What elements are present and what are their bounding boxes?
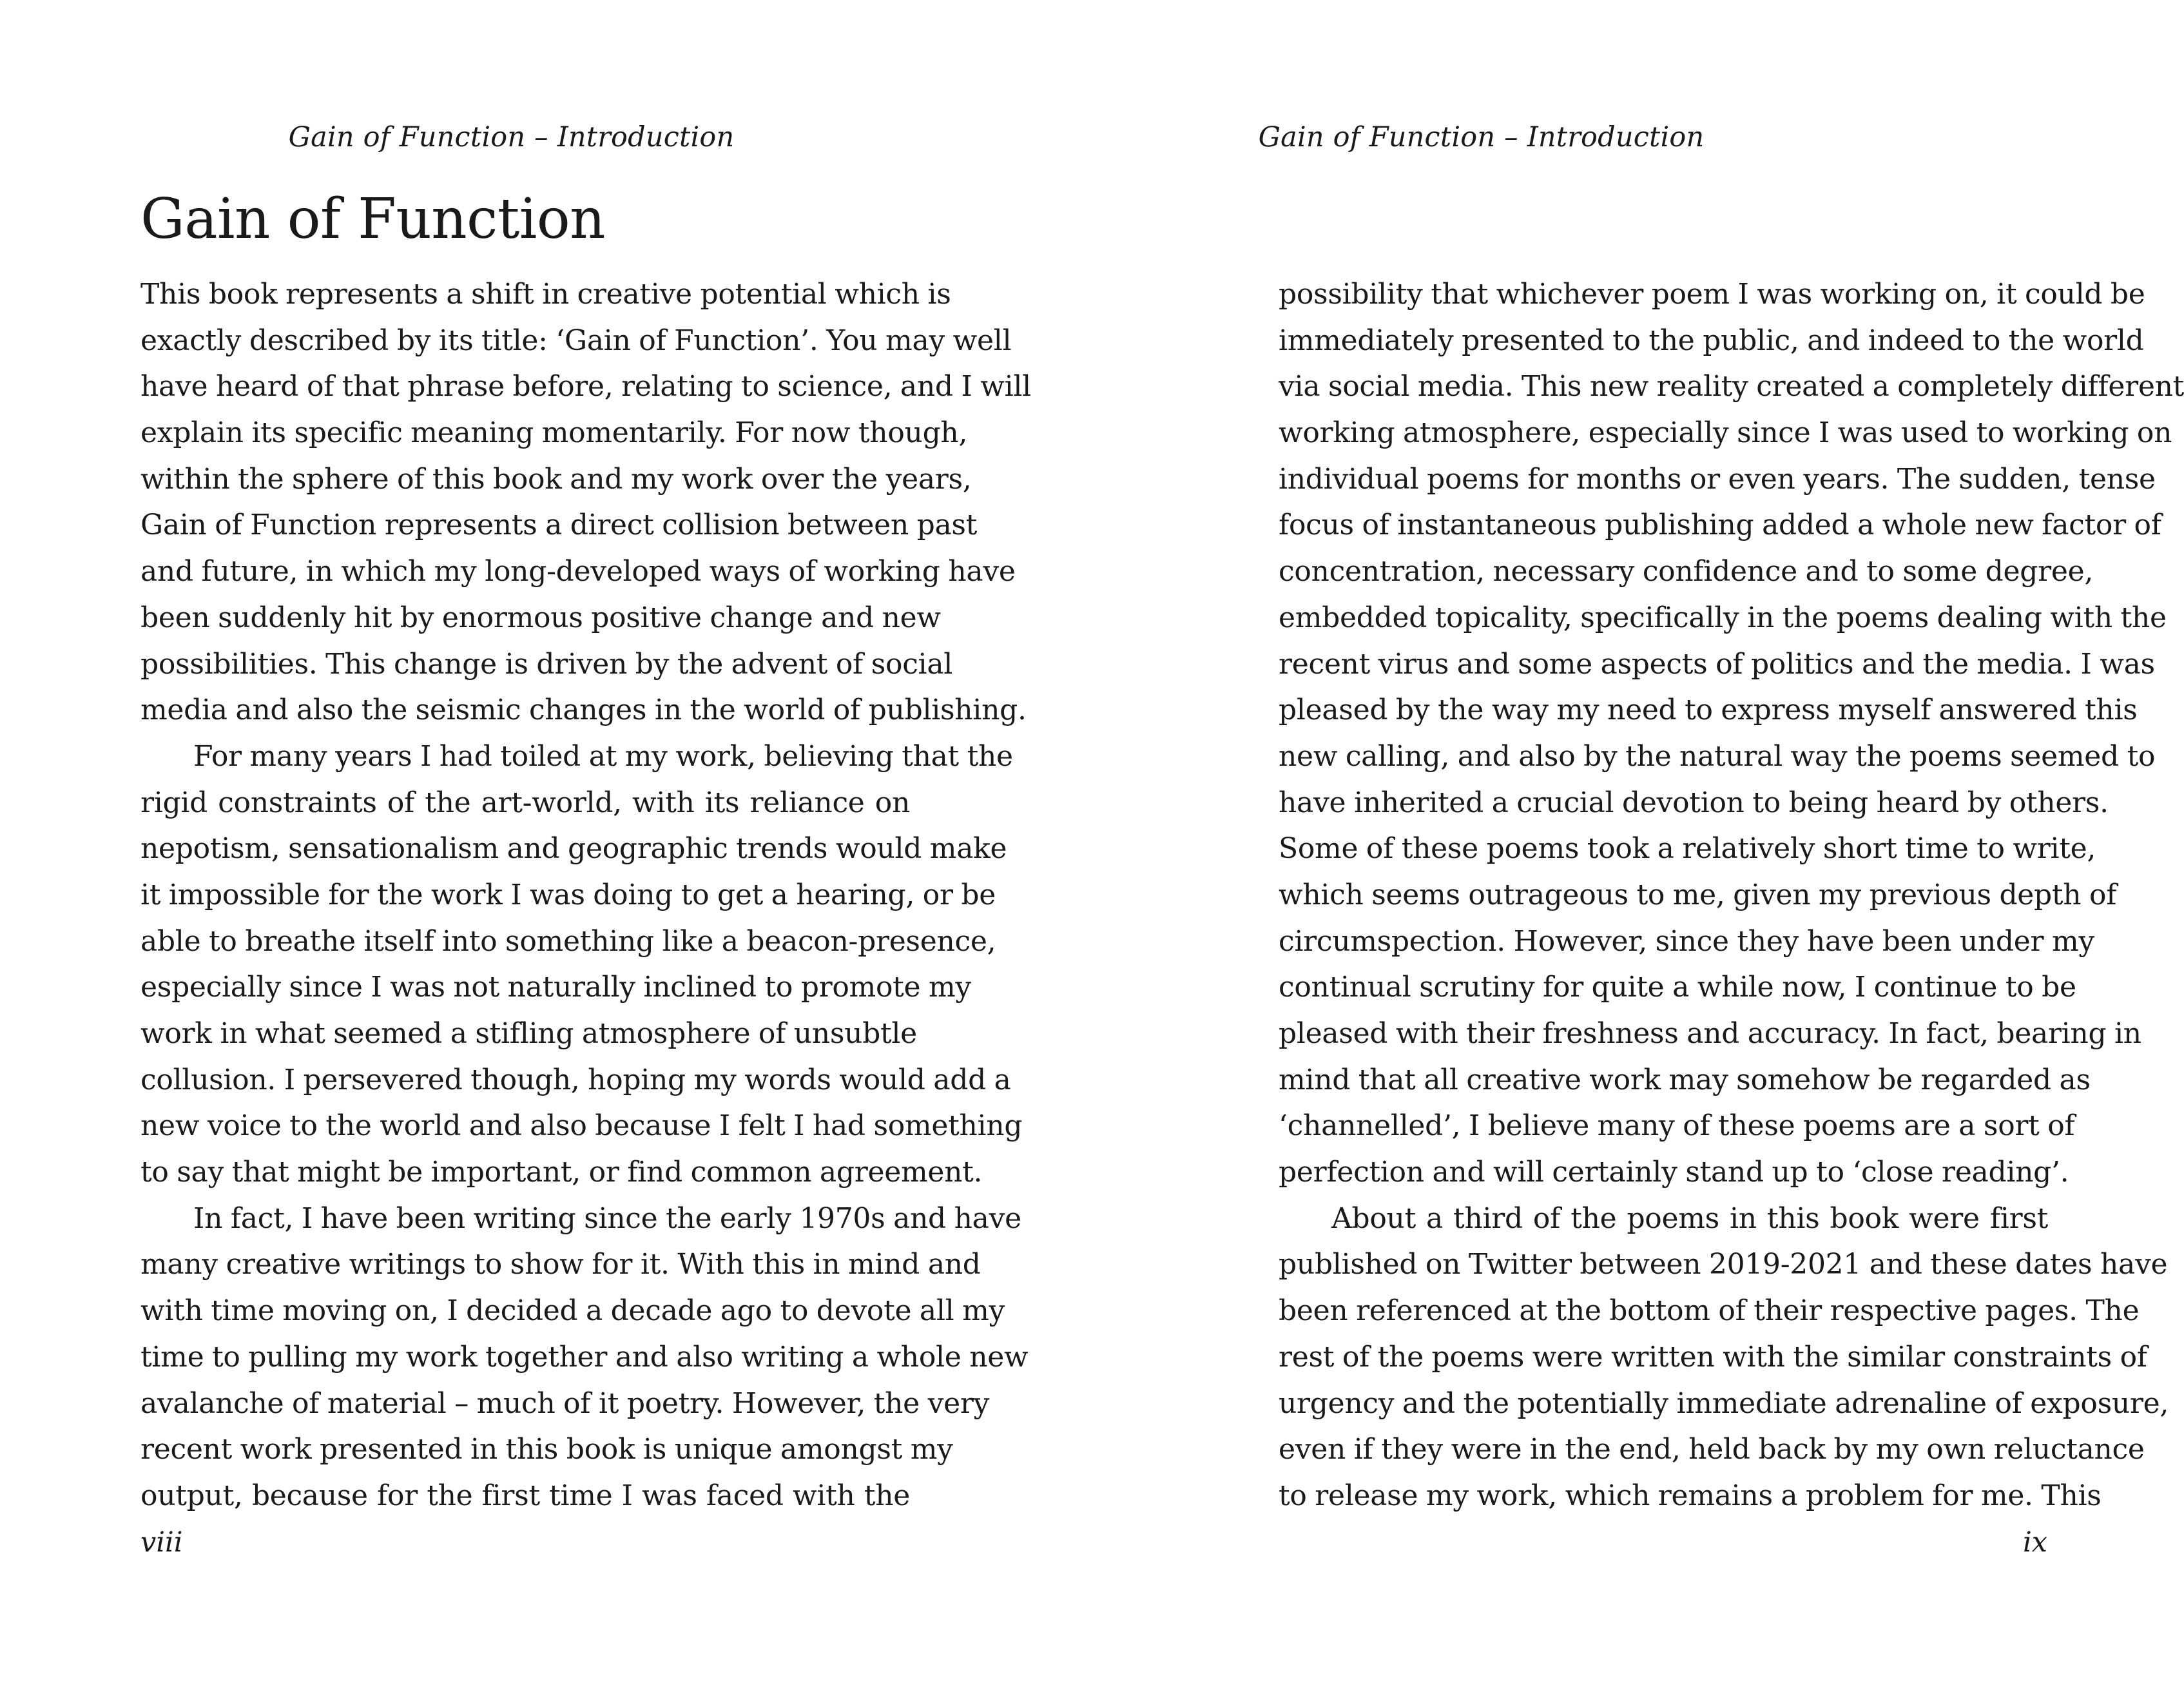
text-line: Gain of Function represents a direct collision between past [140, 509, 978, 542]
text-line: collusion. I persevered though, hoping my words would add a [140, 1063, 1011, 1096]
text-line: pleased with their freshness and accuracy. In fact, bearing in [1279, 1017, 2141, 1050]
text-line: rigid constraints of the art-world, with its reliance on [140, 786, 910, 819]
body-text [140, 271, 1031, 1519]
text-line: rest of the poems were written with the similar constraints of [1279, 1340, 2147, 1374]
chapter-title: Gain of Function [140, 187, 605, 251]
text-line: especially since I was not naturally inclined to promote my [140, 971, 971, 1004]
page-number: viii [140, 1526, 183, 1559]
text-line: possibilities. This change is driven by the advent of social [140, 647, 953, 681]
text-line: immediately presented to the public, and indeed to the world [1279, 324, 2144, 357]
text-line: via social media. This new reality created a completely different [1279, 370, 2184, 404]
text-line: it impossible for the work I was doing to get a hearing, or be [140, 878, 996, 911]
text-line: able to breathe itself into something like a beacon-presence, [140, 924, 996, 958]
text-line: pleased by the way my need to express myself answered this [1279, 694, 2138, 727]
text-line: About a third of the poems in this book were first [1331, 1201, 2048, 1235]
text-line: even if they were in the end, held back by my own reluctance [1279, 1433, 2145, 1466]
body-text [1279, 271, 2184, 1519]
text-line: ‘channelled’, I believe many of these poems are a sort of [1279, 1109, 2075, 1143]
text-line: time to pulling my work together and also writing a whole new [140, 1340, 1029, 1374]
text-line: have inherited a crucial devotion to being heard by others. [1279, 786, 2109, 819]
text-line: explain its specific meaning momentarily. For now though, [140, 416, 968, 450]
text-line: recent work presented in this book is unique amongst my [140, 1433, 953, 1466]
text-line: Some of these poems took a relatively short time to write, [1279, 832, 2096, 866]
text-line: individual poems for months or even years. The sudden, tense [1279, 462, 2156, 496]
text-line: This book represents a shift in creative potential which is [140, 278, 951, 311]
text-line: mind that all creative work may somehow be regarded as [1279, 1063, 2091, 1096]
text-line: new voice to the world and also because I felt I had something [140, 1109, 1023, 1143]
text-line: been suddenly hit by enormous positive change and new [140, 601, 941, 634]
text-line: For many years I had toiled at my work, believing that the [193, 739, 1013, 773]
text-line: exactly described by its title: ‘Gain of Function’. You may well [140, 324, 1012, 357]
text-line: concentration, necessary confidence and to some degree, [1279, 555, 2094, 588]
text-line: work in what seemed a stifling atmosphere of unsubtle [140, 1017, 917, 1050]
text-line: which seems outrageous to me, given my previous depth of [1279, 878, 2117, 911]
right-page [1087, 0, 2184, 1692]
page-number: ix [2022, 1526, 2047, 1559]
left-page [0, 0, 1087, 1692]
text-line: possibility that whichever poem I was working on, it could be [1279, 278, 2145, 311]
text-line: new calling, and also by the natural way the poems seemed to [1279, 739, 2156, 773]
text-line: embedded topicality, specifically in the poems dealing with the [1279, 601, 2167, 634]
text-line: perfection and will certainly stand up to ‘close reading’. [1279, 1156, 2069, 1189]
text-line: media and also the seismic changes in the world of publishing. [140, 694, 1027, 727]
text-line: to say that might be important, or find common agreement. [140, 1156, 983, 1189]
text-line: been referenced at the bottom of their respective pages. The [1279, 1294, 2140, 1328]
text-line: circumspection. However, since they have been under my [1279, 924, 2094, 958]
text-line: many creative writings to show for it. With this in mind and [140, 1248, 981, 1281]
text-line: recent virus and some aspects of politics and the media. I was [1279, 647, 2155, 681]
text-line: working atmosphere, especially since I was used to working on [1279, 416, 2172, 450]
text-line: urgency and the potentially immediate adrenaline of exposure, [1279, 1386, 2169, 1420]
text-line: continual scrutiny for quite a while now, I continue to be [1279, 971, 2076, 1004]
text-line: and future, in which my long-developed ways of working have [140, 555, 1016, 588]
running-head: Gain of Function – Introduction [1258, 121, 1705, 153]
text-line: published on Twitter between 2019-2021 and these dates have [1279, 1248, 2168, 1281]
text-line: have heard of that phrase before, relating to science, and I will [140, 370, 1031, 404]
text-line: to release my work, which remains a problem for me. This [1279, 1479, 2102, 1512]
text-line: nepotism, sensationalism and geographic trends would make [140, 832, 1007, 866]
text-line: within the sphere of this book and my work over the years, [140, 462, 972, 496]
running-head: Gain of Function – Introduction [288, 121, 735, 153]
text-line: In fact, I have been writing since the early 1970s and have [193, 1201, 1021, 1235]
text-line: focus of instantaneous publishing added a whole new factor of [1279, 509, 2161, 542]
text-line: output, because for the first time I was faced with the [140, 1479, 910, 1512]
text-line: with time moving on, I decided a decade ago to devote all my [140, 1294, 1005, 1328]
text-line: avalanche of material – much of it poetry. However, the very [140, 1386, 990, 1420]
